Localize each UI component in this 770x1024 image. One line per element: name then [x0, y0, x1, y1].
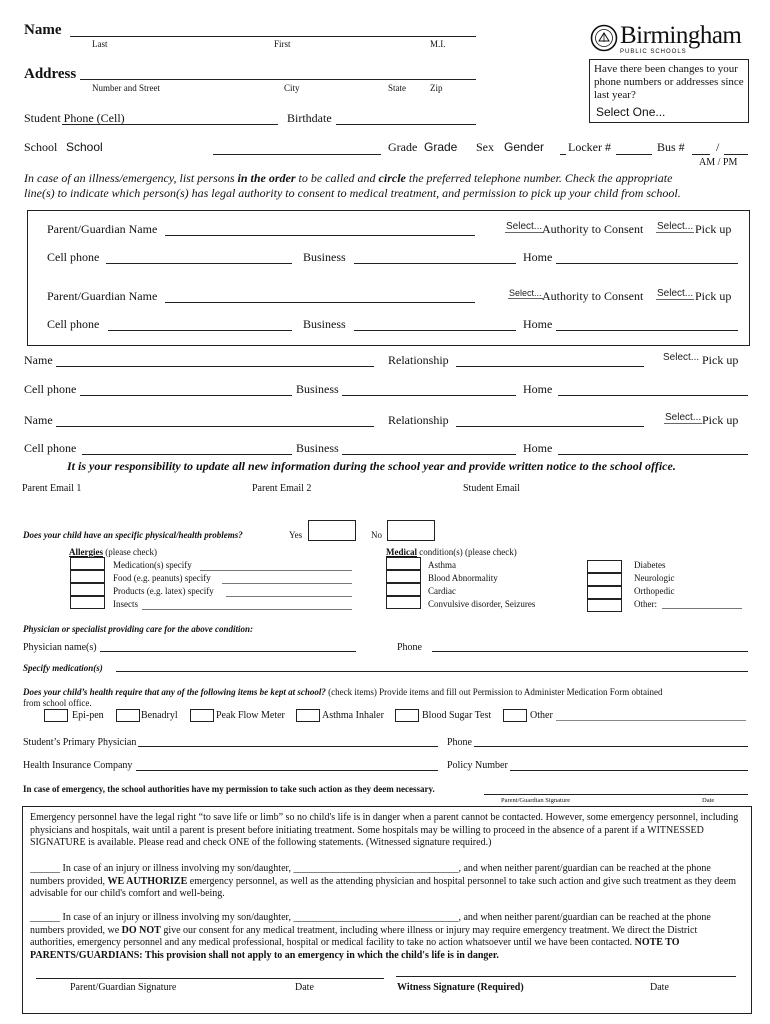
parent-email-1-label: Parent Email 1 — [22, 483, 82, 494]
allergy-insects-field[interactable] — [142, 609, 352, 610]
guardian2-pickup-label: Pick up — [695, 289, 732, 303]
school-field[interactable] — [213, 154, 381, 155]
contact1-pickup-label: Pick up — [702, 353, 739, 367]
medical-heading: Medical condition(s) (please check) — [386, 547, 517, 557]
contact1-name-label: Name — [24, 353, 53, 367]
guardian2-authority-label: Authority to Consent — [542, 289, 644, 303]
consent-paragraph-2: ______ In case of an injury or illness involving my son/daughter, _________________________________, and when neither parent/guardian can be reached at the phone numbers provided, WE AUTHORIZE emergency personnel, as well as the attending physician and hospital personnel to take such action and give such treatment as they deem advisable for our child's comfort and well-being. — [30, 863, 737, 899]
school-label: School — [24, 140, 58, 154]
item-other-checkbox[interactable] — [503, 709, 527, 722]
consent-parent-signature-label: Parent/Guardian Signature — [70, 982, 177, 993]
item-bloodsugar-label: Blood Sugar Test — [422, 710, 492, 721]
bus-field-2[interactable] — [724, 154, 748, 155]
primary-phone-field[interactable] — [474, 746, 748, 747]
policy-label: Policy Number — [447, 760, 508, 771]
consent-paragraph-3: ______ In case of an injury or illness involving my son/daughter, _________________________________, and when neither parent/guardian can be reached at the phone numbers provided, we DO NOT give our consent for any medical treatment, including where illness or injury may require emergency treatment. We direct the District authorities, emergency personnel and any medical professional, hospital or medical facility to take no action whatsoever until we have been contacted. NOTE TO PARENTS/GUARDIANS: This provision shall not apply to an emergency in which the child's life is in danger. — [30, 912, 711, 961]
contact1-home-label: Home — [523, 382, 553, 396]
allergy-products-label: Products (e.g. latex) specify — [113, 586, 214, 596]
allergy-products-checkbox[interactable] — [70, 583, 105, 596]
birthdate-label: Birthdate — [287, 111, 332, 125]
allergy-food-checkbox[interactable] — [70, 570, 105, 583]
consent-parent-signature-field[interactable] — [36, 978, 384, 979]
permission-date-label: Date — [702, 797, 715, 804]
guardian2-cell-label: Cell phone — [47, 317, 100, 331]
contact2-pickup-select[interactable]: Select... — [665, 412, 702, 423]
contact1-home-field[interactable] — [558, 395, 748, 396]
guardian2-business-label: Business — [303, 317, 346, 331]
guardian2-home-field[interactable] — [556, 330, 738, 331]
insurance-label: Health Insurance Company — [23, 760, 133, 771]
primary-physician-field[interactable] — [138, 746, 438, 747]
ampm-label: AM / PM — [699, 157, 738, 168]
medical-asthma-checkbox[interactable] — [386, 557, 421, 570]
responsibility-notice: It is your responsibility to update all new information during the school year and provide written notice to the school office. — [67, 459, 676, 473]
consent-witness-signature-label: Witness Signature (Required) — [397, 982, 524, 993]
medical-blood-checkbox[interactable] — [386, 570, 421, 583]
health-no-checkbox[interactable] — [387, 520, 435, 541]
allergy-medication-field[interactable] — [200, 570, 352, 571]
contact2-relationship-field[interactable] — [456, 426, 644, 427]
name-label: Name — [24, 22, 62, 38]
contact1-relationship-field[interactable] — [456, 366, 644, 367]
contact2-relationship-label: Relationship — [388, 413, 449, 427]
guardian1-business-field[interactable] — [354, 263, 516, 264]
item-epipen-label: Epi-pen — [72, 710, 104, 721]
gender-select[interactable]: Gender — [504, 140, 545, 154]
grade-label: Grade — [388, 140, 418, 154]
physician-names-field[interactable] — [100, 651, 356, 652]
physician-phone-field[interactable] — [432, 651, 748, 652]
guardian1-pickup-label: Pick up — [695, 222, 732, 236]
medical-cardiac-checkbox[interactable] — [386, 583, 421, 596]
guardian2-name-label: Parent/Guardian Name — [47, 289, 158, 303]
medication-label: Specify medication(s) — [23, 663, 103, 673]
guardian2-business-field[interactable] — [354, 330, 516, 331]
item-peakflow-label: Peak Flow Meter — [216, 710, 285, 721]
permission-signature-label: Parent/Guardian Signature — [501, 797, 571, 804]
name-sub-mi: M.I. — [430, 39, 446, 49]
bus-field[interactable] — [692, 154, 710, 155]
contact1-business-label: Business — [296, 382, 339, 396]
grade-select[interactable]: Grade — [424, 140, 458, 154]
item-inhaler-checkbox[interactable] — [296, 709, 320, 722]
health-yes-label: Yes — [289, 530, 303, 540]
health-question: Does your child have an specific physical/health problems? — [23, 530, 243, 540]
guardian2-name-field[interactable] — [165, 302, 475, 303]
allergy-medication-label: Medication(s) specify — [113, 560, 192, 570]
bus-slash: / — [716, 140, 720, 154]
consent-witness-date-label: Date — [650, 982, 669, 993]
contact1-cell-label: Cell phone — [24, 382, 77, 396]
permission-statement: In case of emergency, the school authorities have my permission to take such action as they deem necessary. — [23, 784, 435, 794]
contact2-business-label: Business — [296, 441, 339, 455]
contact1-pickup-select[interactable]: Select... — [663, 352, 700, 363]
logo-subtext: PUBLIC SCHOOLS — [620, 49, 687, 55]
guardian2-home-label: Home — [523, 317, 553, 331]
medical-neurologic-checkbox[interactable] — [587, 573, 622, 586]
birthdate-field[interactable] — [336, 124, 476, 125]
instructions-line-2: line(s) to indicate which person(s) has legal authority to consent to medical treatment, and permission to pick up your child from school. — [24, 186, 681, 200]
insurance-field[interactable] — [136, 770, 438, 771]
health-yes-checkbox[interactable] — [308, 520, 356, 541]
address-sub-state: State — [388, 83, 406, 93]
instructions-line-1: In case of an illness/emergency, list persons in the order to be called and circle the preferred telephone number. Check the appropriate — [24, 171, 673, 185]
guardian1-pickup-select[interactable]: Select... — [657, 221, 694, 232]
consent-parent-date-label: Date — [295, 982, 314, 993]
medical-diabetes-checkbox[interactable] — [587, 560, 622, 573]
guardian2-cell-field[interactable] — [108, 330, 292, 331]
contact1-business-field[interactable] — [342, 395, 516, 396]
bus-label: Bus # — [657, 140, 685, 154]
student-email-label: Student Email — [463, 483, 520, 494]
school-select[interactable]: School — [66, 140, 103, 154]
locker-label: Locker # — [568, 140, 611, 154]
address-sub-street: Number and Street — [92, 83, 160, 93]
gender-line — [560, 154, 566, 155]
primary-physician-label: Student’s Primary Physician — [23, 737, 137, 748]
student-phone-field[interactable] — [62, 124, 278, 125]
allergy-food-field[interactable] — [222, 583, 352, 584]
contact2-cell-field[interactable] — [82, 454, 292, 455]
item-other-field[interactable] — [556, 720, 746, 721]
contact1-relationship-label: Relationship — [388, 353, 449, 367]
item-benadryl-label: Benadryl — [141, 710, 178, 721]
items-question-line1: Does your child’s health require that any of the following items be kept at school? (check items) Provide items and fill out Permission to Administer Medication Form obtained — [23, 687, 663, 697]
contact1-cell-field[interactable] — [80, 395, 292, 396]
contact2-home-label: Home — [523, 441, 553, 455]
locker-field[interactable] — [616, 154, 652, 155]
physician-title: Physician or specialist providing care for the above condition: — [23, 624, 253, 634]
physician-names-label: Physician name(s) — [23, 642, 97, 653]
name-field[interactable] — [70, 36, 476, 37]
medical-other-label: Other: — [634, 599, 657, 609]
guardian2-authority-select[interactable]: Select... — [509, 288, 542, 298]
item-bloodsugar-checkbox[interactable] — [395, 709, 419, 722]
school-seal-icon — [590, 24, 618, 52]
guardian1-cell-label: Cell phone — [47, 250, 100, 264]
guardian1-authority-select[interactable]: Select... — [506, 221, 543, 232]
contact2-name-label: Name — [24, 413, 53, 427]
medical-blood-label: Blood Abnormality — [428, 573, 498, 583]
allergy-food-label: Food (e.g. peanuts) specify — [113, 573, 211, 583]
contact2-pickup-label: Pick up — [702, 413, 739, 427]
allergies-heading: Allergies (please check) — [69, 547, 157, 557]
name-sub-last: Last — [92, 39, 108, 49]
guardian1-business-label: Business — [303, 250, 346, 264]
contact2-cell-label: Cell phone — [24, 441, 77, 455]
contact1-name-field[interactable] — [56, 366, 374, 367]
medical-asthma-label: Asthma — [428, 560, 456, 570]
changes-select[interactable]: Select One... — [596, 105, 666, 119]
guardian2-pickup-select[interactable]: Select... — [657, 288, 694, 299]
allergy-insects-label: Insects — [113, 599, 138, 609]
allergy-products-field[interactable] — [226, 596, 352, 597]
guardian1-cell-field[interactable] — [106, 263, 292, 264]
consent-paragraph-1: Emergency personnel have the legal right “to save life or limb” so no child's life is in danger when a parent cannot be contacted. However, some emergency personnel, including physicians and hospitals, wait until a parent is present before initiating treatment. Some hospitals may be willing to proceed in the absence of a parent if a WITNESSED SIGNATURE is available. Please read and check ONE of the following statements. (Witnessed signature required.) — [30, 812, 739, 848]
policy-field[interactable] — [510, 770, 748, 771]
medical-convulsive-checkbox[interactable] — [386, 596, 421, 609]
items-question-line2: from school office. — [23, 698, 92, 708]
consent-witness-signature-field[interactable] — [396, 976, 736, 977]
medication-field[interactable] — [116, 671, 748, 672]
address-sub-city: City — [284, 83, 300, 93]
guardian1-home-field[interactable] — [556, 263, 738, 264]
medical-convulsive-label: Convulsive disorder, Seizures — [428, 599, 536, 609]
name-sub-first: First — [274, 39, 291, 49]
medical-diabetes-label: Diabetes — [634, 560, 666, 570]
allergy-medication-checkbox[interactable] — [70, 557, 105, 570]
sex-label: Sex — [476, 140, 494, 154]
logo-text: Birmingham — [620, 22, 742, 49]
medical-other-field[interactable] — [662, 608, 742, 609]
address-field[interactable] — [80, 79, 476, 80]
changes-box — [589, 59, 749, 123]
medical-orthopedic-checkbox[interactable] — [587, 586, 622, 599]
guardian1-name-label: Parent/Guardian Name — [47, 222, 158, 236]
medical-other-checkbox[interactable] — [587, 599, 622, 612]
item-inhaler-label: Asthma Inhaler — [322, 710, 384, 721]
item-other-label: Other — [530, 710, 553, 721]
address-label: Address — [24, 66, 77, 82]
primary-phone-label: Phone — [447, 737, 472, 748]
address-sub-zip: Zip — [430, 83, 443, 93]
medical-cardiac-label: Cardiac — [428, 586, 456, 596]
contact2-home-field[interactable] — [558, 454, 748, 455]
parent-email-2-label: Parent Email 2 — [252, 483, 312, 494]
guardian1-name-field[interactable] — [165, 235, 475, 236]
changes-question: Have there been changes to your phone numbers or addresses since last year? — [594, 63, 744, 101]
medical-orthopedic-label: Orthopedic — [634, 586, 675, 596]
item-peakflow-checkbox[interactable] — [190, 709, 214, 722]
item-benadryl-checkbox[interactable] — [116, 709, 140, 722]
physician-phone-label: Phone — [397, 642, 422, 653]
guardian1-authority-label: Authority to Consent — [542, 222, 644, 236]
permission-signature-field[interactable] — [484, 794, 748, 795]
medical-neurologic-label: Neurologic — [634, 573, 675, 583]
item-epipen-checkbox[interactable] — [44, 709, 68, 722]
student-phone-label: Student Phone (Cell) — [24, 111, 125, 125]
health-no-label: No — [371, 530, 382, 540]
contact2-name-field[interactable] — [56, 426, 374, 427]
guardian1-home-label: Home — [523, 250, 553, 264]
contact2-business-field[interactable] — [342, 454, 516, 455]
allergy-insects-checkbox[interactable] — [70, 596, 105, 609]
